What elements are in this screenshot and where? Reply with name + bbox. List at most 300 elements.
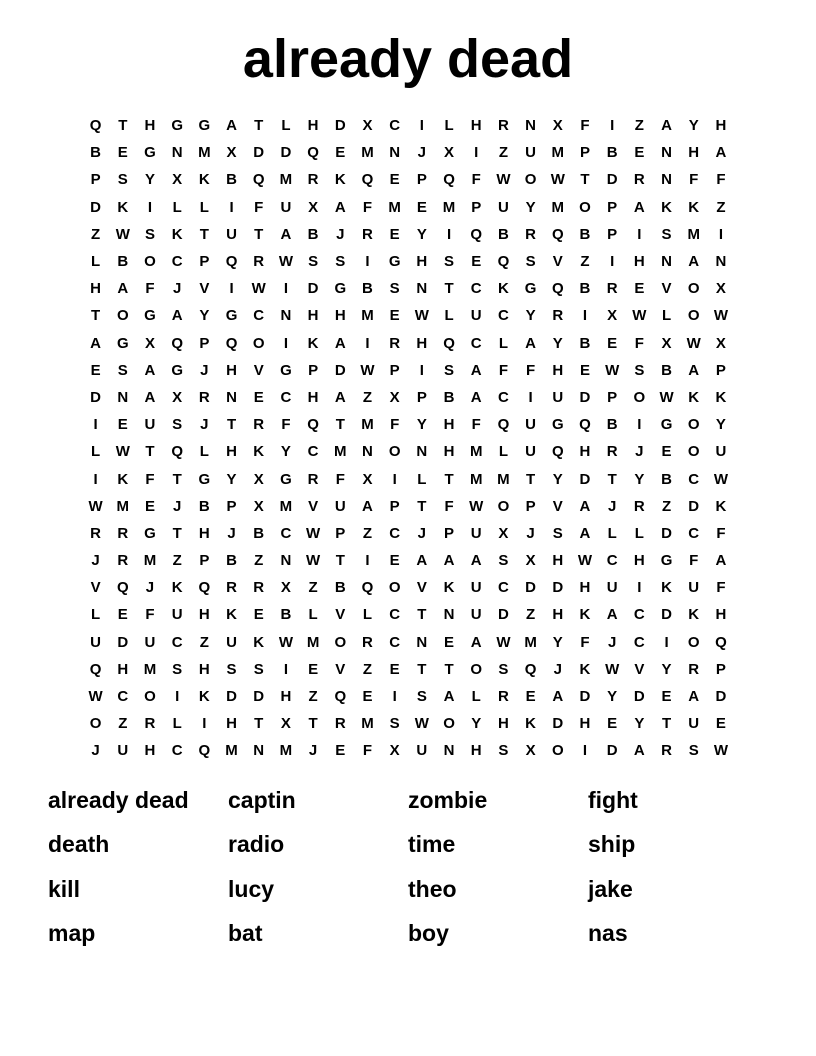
grid-cell[interactable]: N xyxy=(416,633,428,651)
grid-cell[interactable]: U xyxy=(470,606,482,624)
grid-cell[interactable]: H xyxy=(552,552,564,570)
grid-cell[interactable]: E xyxy=(661,688,672,706)
grid-cell[interactable]: O xyxy=(687,280,700,298)
grid-cell[interactable]: U xyxy=(226,633,237,651)
grid-cell[interactable]: X xyxy=(144,334,155,352)
grid-cell[interactable]: U xyxy=(525,144,537,162)
grid-cell[interactable]: P xyxy=(579,144,590,162)
grid-cell[interactable]: W xyxy=(115,443,130,461)
grid-cell[interactable]: I xyxy=(610,117,615,135)
grid-cell[interactable]: K xyxy=(226,606,237,624)
grid-cell[interactable]: P xyxy=(226,497,237,515)
grid-cell[interactable]: F xyxy=(526,361,536,379)
grid-cell[interactable]: T xyxy=(254,225,264,243)
grid-cell[interactable]: S xyxy=(661,225,672,243)
grid-cell[interactable]: N xyxy=(416,280,428,298)
grid-cell[interactable]: X xyxy=(715,334,726,352)
grid-cell[interactable]: J xyxy=(417,144,427,162)
grid-cell[interactable]: O xyxy=(497,497,510,515)
grid-cell[interactable]: H xyxy=(198,524,210,542)
grid-cell[interactable]: Z xyxy=(362,388,373,406)
grid-cell[interactable]: F xyxy=(716,524,726,542)
grid-cell[interactable]: D xyxy=(579,470,591,488)
grid-cell[interactable]: A xyxy=(90,334,102,352)
grid-cell[interactable]: U xyxy=(280,198,292,216)
grid-cell[interactable]: V xyxy=(335,606,346,624)
grid-cell[interactable]: B xyxy=(606,144,618,162)
grid-cell[interactable]: Y xyxy=(634,470,645,488)
grid-cell[interactable]: D xyxy=(606,742,618,760)
grid-cell[interactable]: W xyxy=(632,307,647,325)
grid-cell[interactable]: H xyxy=(144,117,156,135)
grid-cell[interactable]: L xyxy=(281,117,291,135)
grid-cell[interactable]: S xyxy=(172,416,183,434)
grid-cell[interactable]: D xyxy=(688,497,700,515)
grid-cell[interactable]: K xyxy=(688,606,700,624)
grid-cell[interactable]: R xyxy=(144,715,156,733)
grid-cell[interactable]: Q xyxy=(551,280,564,298)
grid-cell[interactable]: C xyxy=(280,388,292,406)
grid-cell[interactable]: L xyxy=(661,307,672,325)
grid-cell[interactable]: J xyxy=(172,497,182,515)
grid-cell[interactable]: E xyxy=(253,388,264,406)
grid-cell[interactable]: S xyxy=(498,742,509,760)
grid-cell[interactable]: V xyxy=(634,660,645,678)
grid-cell[interactable]: J xyxy=(308,742,318,760)
grid-cell[interactable]: D xyxy=(579,688,591,706)
grid-cell[interactable]: C xyxy=(497,579,509,597)
grid-cell[interactable]: X xyxy=(661,334,672,352)
grid-cell[interactable]: L xyxy=(172,715,182,733)
grid-cell[interactable]: W xyxy=(88,688,103,706)
grid-cell[interactable]: Q xyxy=(361,171,374,189)
grid-cell[interactable]: M xyxy=(279,171,293,189)
grid-cell[interactable]: Y xyxy=(416,416,427,434)
grid-cell[interactable]: F xyxy=(145,280,155,298)
grid-cell[interactable]: S xyxy=(253,660,264,678)
grid-cell[interactable]: D xyxy=(253,688,265,706)
grid-cell[interactable]: H xyxy=(90,280,102,298)
grid-cell[interactable]: O xyxy=(687,307,700,325)
grid-cell[interactable]: J xyxy=(200,416,209,434)
grid-cell[interactable]: Q xyxy=(307,416,319,434)
grid-cell[interactable]: J xyxy=(200,361,209,379)
grid-cell[interactable]: M xyxy=(687,225,700,243)
grid-cell[interactable]: R xyxy=(226,579,237,597)
grid-cell[interactable]: E xyxy=(389,660,400,678)
grid-cell[interactable]: Z xyxy=(498,144,508,162)
grid-cell[interactable]: I xyxy=(365,253,370,271)
grid-cell[interactable]: T xyxy=(526,470,536,488)
grid-cell[interactable]: W xyxy=(713,470,728,488)
grid-cell[interactable]: S xyxy=(498,660,509,678)
grid-cell[interactable]: U xyxy=(90,633,102,651)
grid-cell[interactable]: T xyxy=(580,171,590,189)
grid-cell[interactable]: W xyxy=(278,633,293,651)
grid-cell[interactable]: R xyxy=(552,307,564,325)
grid-cell[interactable]: C xyxy=(470,334,482,352)
grid-cell[interactable]: G xyxy=(334,280,347,298)
grid-cell[interactable]: Q xyxy=(225,334,238,352)
grid-cell[interactable]: M xyxy=(551,198,565,216)
grid-cell[interactable]: Y xyxy=(416,225,427,243)
grid-cell[interactable]: J xyxy=(417,524,427,542)
grid-cell[interactable]: X xyxy=(607,307,618,325)
grid-cell[interactable]: T xyxy=(335,416,345,434)
grid-cell[interactable]: Q xyxy=(171,334,183,352)
grid-cell[interactable]: D xyxy=(497,606,509,624)
grid-cell[interactable]: Z xyxy=(118,715,128,733)
grid-cell[interactable]: K xyxy=(253,443,265,461)
grid-cell[interactable]: L xyxy=(444,117,454,135)
grid-cell[interactable]: F xyxy=(716,579,726,597)
grid-cell[interactable]: W xyxy=(605,660,620,678)
grid-cell[interactable]: M xyxy=(306,633,320,651)
grid-cell[interactable]: Z xyxy=(308,579,318,597)
grid-cell[interactable]: Q xyxy=(116,579,129,597)
grid-cell[interactable]: O xyxy=(551,742,564,760)
grid-cell[interactable]: C xyxy=(307,443,319,461)
grid-cell[interactable]: X xyxy=(552,117,563,135)
grid-cell[interactable]: W xyxy=(550,171,565,189)
grid-cell[interactable]: I xyxy=(392,688,397,706)
grid-cell[interactable]: E xyxy=(362,688,373,706)
grid-cell[interactable]: Y xyxy=(634,715,645,733)
grid-cell[interactable]: R xyxy=(633,497,645,515)
grid-cell[interactable]: P xyxy=(444,524,455,542)
grid-cell[interactable]: Q xyxy=(715,633,727,651)
grid-cell[interactable]: N xyxy=(389,144,401,162)
grid-cell[interactable]: M xyxy=(361,144,374,162)
grid-cell[interactable]: O xyxy=(579,198,591,216)
grid-cell[interactable]: C xyxy=(688,524,700,542)
grid-cell[interactable]: F xyxy=(362,742,373,760)
grid-cell[interactable]: V xyxy=(253,361,264,379)
grid-cell[interactable]: Y xyxy=(661,660,672,678)
grid-cell[interactable]: A xyxy=(226,117,237,135)
grid-cell[interactable]: F xyxy=(471,416,481,434)
grid-cell[interactable]: N xyxy=(443,606,455,624)
grid-cell[interactable]: M xyxy=(116,497,130,515)
grid-cell[interactable]: Z xyxy=(254,552,264,570)
grid-cell[interactable]: C xyxy=(171,633,183,651)
grid-cell[interactable]: K xyxy=(334,171,346,189)
grid-cell[interactable]: P xyxy=(471,198,482,216)
grid-cell[interactable]: B xyxy=(606,416,618,434)
grid-cell[interactable]: S xyxy=(498,552,509,570)
grid-cell[interactable]: X xyxy=(280,579,291,597)
grid-cell[interactable]: T xyxy=(308,715,318,733)
grid-cell[interactable]: D xyxy=(715,688,727,706)
grid-cell[interactable]: U xyxy=(144,633,156,651)
grid-cell[interactable]: Y xyxy=(715,416,726,434)
grid-cell[interactable]: R xyxy=(117,524,129,542)
grid-cell[interactable]: F xyxy=(145,470,155,488)
grid-cell[interactable]: E xyxy=(471,253,482,271)
grid-cell[interactable]: R xyxy=(90,524,102,542)
grid-cell[interactable]: F xyxy=(498,361,508,379)
grid-cell[interactable]: W xyxy=(414,715,429,733)
grid-cell[interactable]: X xyxy=(172,171,183,189)
grid-cell[interactable]: Y xyxy=(199,307,210,325)
grid-cell[interactable]: P xyxy=(607,225,618,243)
grid-cell[interactable]: E xyxy=(389,552,400,570)
grid-cell[interactable]: R xyxy=(362,225,373,243)
grid-cell[interactable]: R xyxy=(307,470,319,488)
grid-cell[interactable]: W xyxy=(713,307,728,325)
grid-cell[interactable]: N xyxy=(416,443,428,461)
grid-cell[interactable]: U xyxy=(715,443,727,461)
grid-cell[interactable]: D xyxy=(90,388,102,406)
grid-cell[interactable]: I xyxy=(93,470,98,488)
grid-cell[interactable]: S xyxy=(144,225,155,243)
grid-cell[interactable]: Y xyxy=(552,334,563,352)
grid-cell[interactable]: H xyxy=(633,253,645,271)
grid-cell[interactable]: M xyxy=(497,470,510,488)
grid-cell[interactable]: A xyxy=(606,606,618,624)
grid-cell[interactable]: K xyxy=(117,198,129,216)
grid-cell[interactable]: R xyxy=(307,171,319,189)
grid-cell[interactable]: A xyxy=(334,388,346,406)
grid-cell[interactable]: I xyxy=(474,144,479,162)
grid-cell[interactable]: V xyxy=(90,579,101,597)
grid-cell[interactable]: I xyxy=(283,280,288,298)
grid-cell[interactable]: E xyxy=(117,606,128,624)
grid-cell[interactable]: G xyxy=(280,470,292,488)
grid-cell[interactable]: X xyxy=(362,470,373,488)
grid-cell[interactable]: B xyxy=(253,524,265,542)
grid-cell[interactable]: Q xyxy=(551,443,564,461)
grid-cell[interactable]: R xyxy=(334,715,346,733)
grid-cell[interactable]: M xyxy=(388,198,401,216)
grid-cell[interactable]: Z xyxy=(172,552,182,570)
grid-cell[interactable]: P xyxy=(308,361,319,379)
grid-cell[interactable]: W xyxy=(278,253,293,271)
grid-cell[interactable]: G xyxy=(551,416,564,434)
grid-cell[interactable]: M xyxy=(225,742,238,760)
grid-cell[interactable]: G xyxy=(388,253,401,271)
grid-cell[interactable]: Z xyxy=(661,497,672,515)
grid-cell[interactable]: R xyxy=(688,660,700,678)
grid-cell[interactable]: A xyxy=(552,688,564,706)
grid-cell[interactable]: X xyxy=(715,280,726,298)
grid-cell[interactable]: L xyxy=(498,334,508,352)
grid-cell[interactable]: I xyxy=(365,334,370,352)
grid-cell[interactable]: M xyxy=(551,144,565,162)
grid-cell[interactable]: W xyxy=(88,497,103,515)
grid-cell[interactable]: F xyxy=(689,552,699,570)
grid-cell[interactable]: U xyxy=(688,579,700,597)
grid-cell[interactable]: X xyxy=(525,552,536,570)
grid-cell[interactable]: O xyxy=(687,443,700,461)
grid-cell[interactable]: R xyxy=(253,253,265,271)
grid-cell[interactable]: M xyxy=(279,497,293,515)
grid-cell[interactable]: I xyxy=(229,198,234,216)
grid-cell[interactable]: W xyxy=(469,497,484,515)
grid-cell[interactable]: J xyxy=(553,660,562,678)
grid-cell[interactable]: S xyxy=(634,361,645,379)
grid-cell[interactable]: Z xyxy=(199,633,209,651)
grid-cell[interactable]: S xyxy=(416,688,427,706)
grid-cell[interactable]: W xyxy=(251,280,266,298)
grid-cell[interactable]: E xyxy=(634,144,645,162)
grid-cell[interactable]: C xyxy=(606,552,618,570)
grid-cell[interactable]: A xyxy=(443,552,455,570)
grid-cell[interactable]: T xyxy=(444,660,454,678)
grid-cell[interactable]: L xyxy=(362,606,373,624)
grid-cell[interactable]: H xyxy=(198,660,210,678)
grid-cell[interactable]: P xyxy=(199,334,210,352)
grid-cell[interactable]: L xyxy=(308,606,318,624)
grid-cell[interactable]: D xyxy=(226,688,237,706)
grid-cell[interactable]: O xyxy=(89,715,102,733)
grid-cell[interactable]: D xyxy=(579,388,591,406)
grid-cell[interactable]: E xyxy=(634,280,645,298)
grid-cell[interactable]: Q xyxy=(443,334,455,352)
grid-cell[interactable]: T xyxy=(145,443,155,461)
grid-cell[interactable]: D xyxy=(117,633,129,651)
grid-cell[interactable]: W xyxy=(577,552,593,570)
grid-cell[interactable]: E xyxy=(253,606,264,624)
grid-cell[interactable]: C xyxy=(280,524,292,542)
grid-cell[interactable]: B xyxy=(661,361,672,379)
grid-cell[interactable]: L xyxy=(199,443,209,461)
grid-cell[interactable]: R xyxy=(497,117,509,135)
grid-cell[interactable]: R xyxy=(253,579,265,597)
grid-cell[interactable]: W xyxy=(306,524,321,542)
grid-cell[interactable]: O xyxy=(687,633,700,651)
grid-cell[interactable]: S xyxy=(226,660,237,678)
grid-cell[interactable]: H xyxy=(470,742,482,760)
grid-cell[interactable]: O xyxy=(334,633,347,651)
grid-cell[interactable]: A xyxy=(334,198,346,216)
grid-cell[interactable]: M xyxy=(469,470,483,488)
grid-cell[interactable]: J xyxy=(91,742,100,760)
grid-cell[interactable]: X xyxy=(172,388,183,406)
grid-cell[interactable]: F xyxy=(335,470,345,488)
grid-cell[interactable]: Y xyxy=(471,715,482,733)
grid-cell[interactable]: D xyxy=(334,361,346,379)
grid-cell[interactable]: S xyxy=(389,715,400,733)
grid-cell[interactable]: K xyxy=(715,497,727,515)
grid-cell[interactable]: H xyxy=(307,307,319,325)
grid-cell[interactable]: C xyxy=(171,253,183,271)
grid-cell[interactable]: U xyxy=(606,579,618,597)
grid-cell[interactable]: Y xyxy=(144,171,155,189)
grid-cell[interactable]: Q xyxy=(334,688,347,706)
grid-cell[interactable]: O xyxy=(144,253,156,271)
grid-cell[interactable]: U xyxy=(470,307,482,325)
grid-cell[interactable]: H xyxy=(552,606,564,624)
grid-cell[interactable]: E xyxy=(389,225,400,243)
grid-cell[interactable]: N xyxy=(253,742,265,760)
grid-cell[interactable]: L xyxy=(91,253,101,271)
grid-cell[interactable]: N xyxy=(171,144,183,162)
grid-cell[interactable]: R xyxy=(661,742,672,760)
grid-cell[interactable]: F xyxy=(471,171,481,189)
grid-cell[interactable]: E xyxy=(525,688,536,706)
grid-cell[interactable]: T xyxy=(226,416,237,434)
grid-cell[interactable]: I xyxy=(283,660,288,678)
grid-cell[interactable]: W xyxy=(306,552,321,570)
grid-cell[interactable]: O xyxy=(144,688,156,706)
grid-cell[interactable]: H xyxy=(226,361,237,379)
grid-cell[interactable]: K xyxy=(117,470,129,488)
grid-cell[interactable]: H xyxy=(579,715,591,733)
grid-cell[interactable]: I xyxy=(229,280,234,298)
grid-cell[interactable]: Q xyxy=(89,117,102,135)
grid-cell[interactable]: I xyxy=(446,225,452,243)
grid-cell[interactable]: T xyxy=(199,225,209,243)
grid-cell[interactable]: Y xyxy=(525,307,536,325)
grid-cell[interactable]: A xyxy=(688,361,700,379)
grid-cell[interactable]: T xyxy=(172,470,182,488)
grid-cell[interactable]: J xyxy=(607,497,617,515)
grid-cell[interactable]: B xyxy=(661,470,672,488)
grid-cell[interactable]: J xyxy=(336,225,345,243)
grid-cell[interactable]: F xyxy=(390,416,400,434)
grid-cell[interactable]: E xyxy=(661,443,672,461)
grid-cell[interactable]: O xyxy=(116,307,129,325)
grid-cell[interactable]: K xyxy=(198,688,210,706)
grid-cell[interactable]: H xyxy=(226,715,237,733)
grid-cell[interactable]: J xyxy=(526,524,535,542)
grid-cell[interactable]: K xyxy=(579,660,591,678)
grid-cell[interactable]: I xyxy=(392,470,397,488)
grid-cell[interactable]: H xyxy=(497,715,509,733)
grid-cell[interactable]: I xyxy=(528,388,533,406)
grid-cell[interactable]: F xyxy=(145,606,155,624)
grid-cell[interactable]: C xyxy=(253,307,265,325)
grid-cell[interactable]: I xyxy=(93,416,98,434)
grid-cell[interactable]: W xyxy=(414,307,429,325)
grid-cell[interactable]: U xyxy=(416,742,428,760)
grid-cell[interactable]: Q xyxy=(225,253,238,271)
grid-cell[interactable]: C xyxy=(389,117,401,135)
grid-cell[interactable]: U xyxy=(226,225,237,243)
grid-cell[interactable]: S xyxy=(117,171,128,189)
grid-cell[interactable]: Q xyxy=(171,443,183,461)
grid-cell[interactable]: G xyxy=(144,524,156,542)
grid-cell[interactable]: T xyxy=(91,307,101,325)
grid-cell[interactable]: Z xyxy=(91,225,101,243)
grid-cell[interactable]: L xyxy=(199,198,209,216)
grid-cell[interactable]: B xyxy=(198,497,210,515)
grid-cell[interactable]: G xyxy=(280,361,292,379)
grid-cell[interactable]: R xyxy=(606,443,618,461)
grid-cell[interactable]: H xyxy=(443,416,455,434)
grid-cell[interactable]: H xyxy=(633,552,645,570)
grid-cell[interactable]: K xyxy=(688,388,700,406)
grid-cell[interactable]: T xyxy=(254,117,264,135)
grid-cell[interactable]: C xyxy=(470,280,482,298)
grid-cell[interactable]: D xyxy=(307,280,319,298)
grid-cell[interactable]: O xyxy=(388,579,401,597)
grid-cell[interactable]: N xyxy=(443,742,455,760)
grid-cell[interactable]: W xyxy=(605,361,620,379)
grid-cell[interactable]: V xyxy=(552,253,563,271)
grid-cell[interactable]: E xyxy=(389,307,400,325)
grid-cell[interactable]: I xyxy=(718,225,723,243)
grid-cell[interactable]: U xyxy=(497,198,509,216)
grid-cell[interactable]: C xyxy=(389,524,401,542)
grid-cell[interactable]: K xyxy=(715,388,727,406)
grid-cell[interactable]: V xyxy=(199,280,210,298)
grid-cell[interactable]: T xyxy=(607,470,617,488)
grid-cell[interactable]: E xyxy=(308,660,319,678)
grid-cell[interactable]: E xyxy=(335,742,346,760)
grid-cell[interactable]: N xyxy=(661,171,672,189)
